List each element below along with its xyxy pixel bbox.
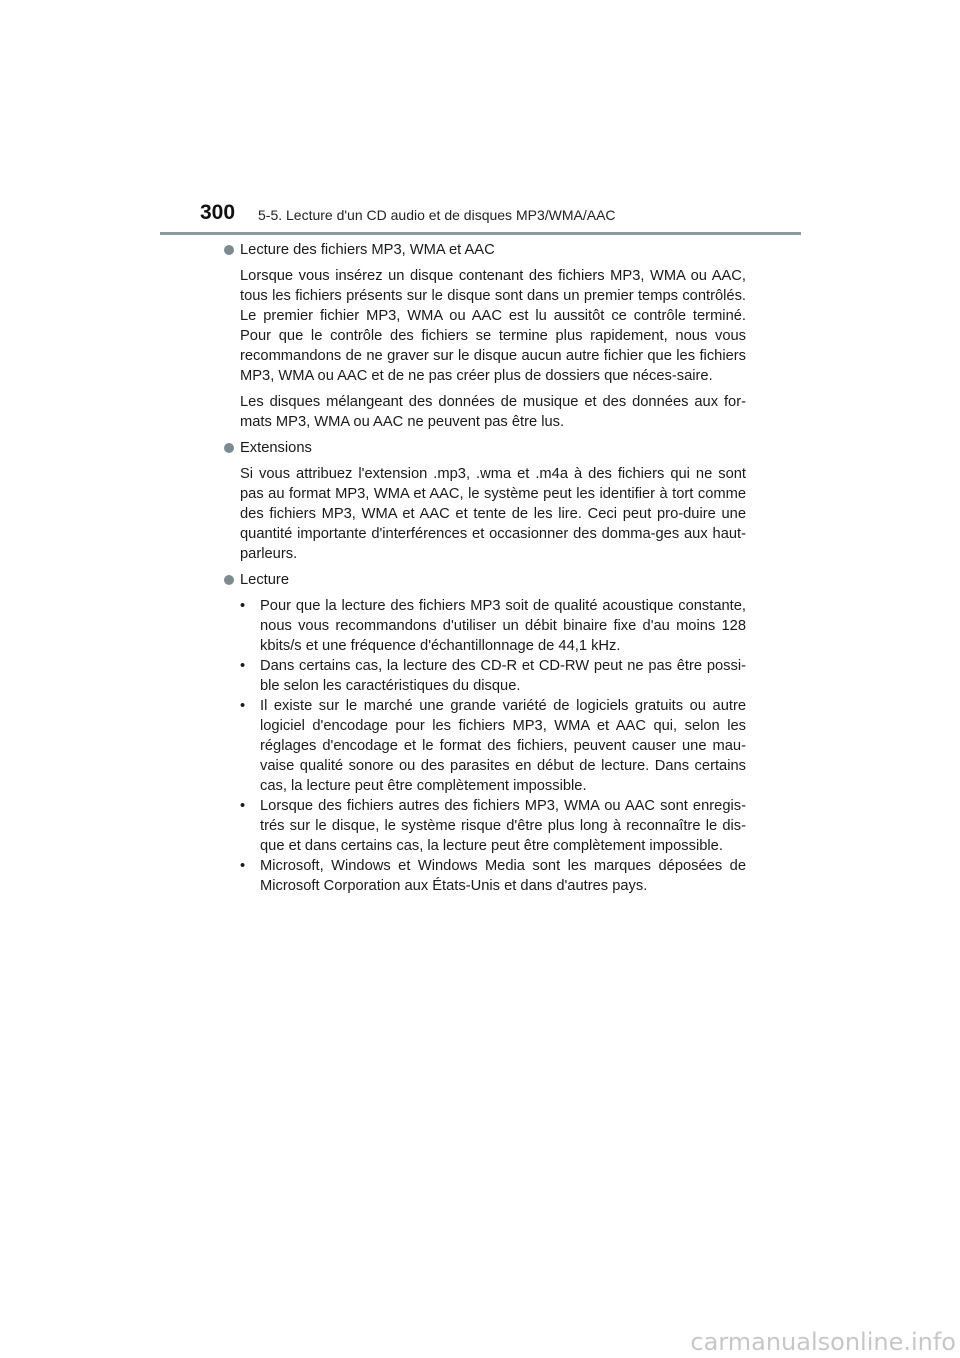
list-dot: • — [240, 858, 246, 874]
list-dot: • — [240, 658, 246, 674]
section-extensions — [222, 438, 746, 564]
section-lecture — [222, 570, 746, 896]
bullet-list — [222, 596, 746, 896]
section-heading — [222, 438, 746, 458]
watermark-logo: carmanualsonline.info — [690, 1328, 956, 1356]
list-item — [240, 856, 746, 896]
list-item-text: Il existe sur le marché une grande variété de logiciels gratuits ou autre logiciel d'encodage pour les fichiers MP3, WMA et AAC qui, selon les réglages d'encodage et le format des fichiers, peuvent causer une mau-vaise qualité sonore ou des parasites en début de lecture. Dans certains cas, la lecture peut être complètement impossible. — [260, 698, 746, 794]
list-item — [240, 696, 746, 796]
list-item-text: Lorsque des fichiers autres des fichiers MP3, WMA ou AAC sont enregis-trés sur le disque, le système risque d'être plus long à reconnaître le dis-que et dans certains cas, la lecture peut être complètement impossible. — [260, 798, 746, 854]
list-item-text: Dans certains cas, la lecture des CD-R et CD-RW peut ne pas être possi-ble selon les caractéristiques du disque. — [260, 658, 746, 694]
paragraph: Si vous attribuez l'extension .mp3, .wma et .m4a à des fichiers qui ne sont pas au format MP3, WMA et AAC, le système peut les identifier à tort comme des fichiers MP3, WMA et AAC et tente de les lire. Ceci peut pro-duire une quantité importante d'interférences et occasionner des domma-ges aux haut-parleurs. — [240, 466, 746, 562]
round-bullet-icon — [224, 443, 234, 453]
round-bullet-icon — [224, 575, 234, 585]
paragraph: Les disques mélangeant des données de musique et des données aux for-mats MP3, WMA ou AAC ne peuvent pas être lus. — [240, 394, 746, 430]
section-heading — [222, 570, 746, 590]
list-item — [240, 796, 746, 856]
list-item — [240, 596, 746, 656]
list-dot: • — [240, 698, 246, 714]
list-dot: • — [240, 598, 246, 614]
round-bullet-icon — [224, 245, 234, 255]
section-title: Lecture — [240, 572, 289, 588]
section-mp3-wma-aac — [222, 240, 746, 432]
list-item — [240, 656, 746, 696]
section-title: Lecture des fichiers MP3, WMA et AAC — [240, 242, 495, 258]
list-item-text: Microsoft, Windows et Windows Media sont les marques déposées de Microsoft Corporation aux États-Unis et dans d'autres pays. — [260, 858, 746, 894]
section-title: Extensions — [240, 440, 312, 456]
page-number: 300 — [200, 201, 236, 224]
section-heading — [222, 240, 746, 260]
list-item-text: Pour que la lecture des fichiers MP3 soit de qualité acoustique constante, nous vous recommandons d'utiliser un débit binaire fixe d'au moins 128 kbits/s et une fréquence d'échantillonnage de 44,1 kHz. — [260, 598, 746, 654]
header-rule — [160, 232, 801, 235]
list-dot: • — [240, 798, 246, 814]
page-content — [222, 240, 746, 902]
paragraph: Lorsque vous insérez un disque contenant des fichiers MP3, WMA ou AAC, tous les fichiers présents sur le disque sont dans un premier temps contrôlés. Le premier fichier MP3, WMA ou AAC est lu aussitôt ce contrôle terminé. Pour que le contrôle des fichiers se termine plus rapidement, nous vous recommandons de ne graver sur le disque aucun autre fichier que les fichiers MP3, WMA ou AAC et de ne pas créer plus de dossiers que néces-saire. — [240, 268, 746, 384]
chapter-title: 5-5. Lecture d'un CD audio et de disques MP3/WMA/AAC — [258, 207, 616, 223]
